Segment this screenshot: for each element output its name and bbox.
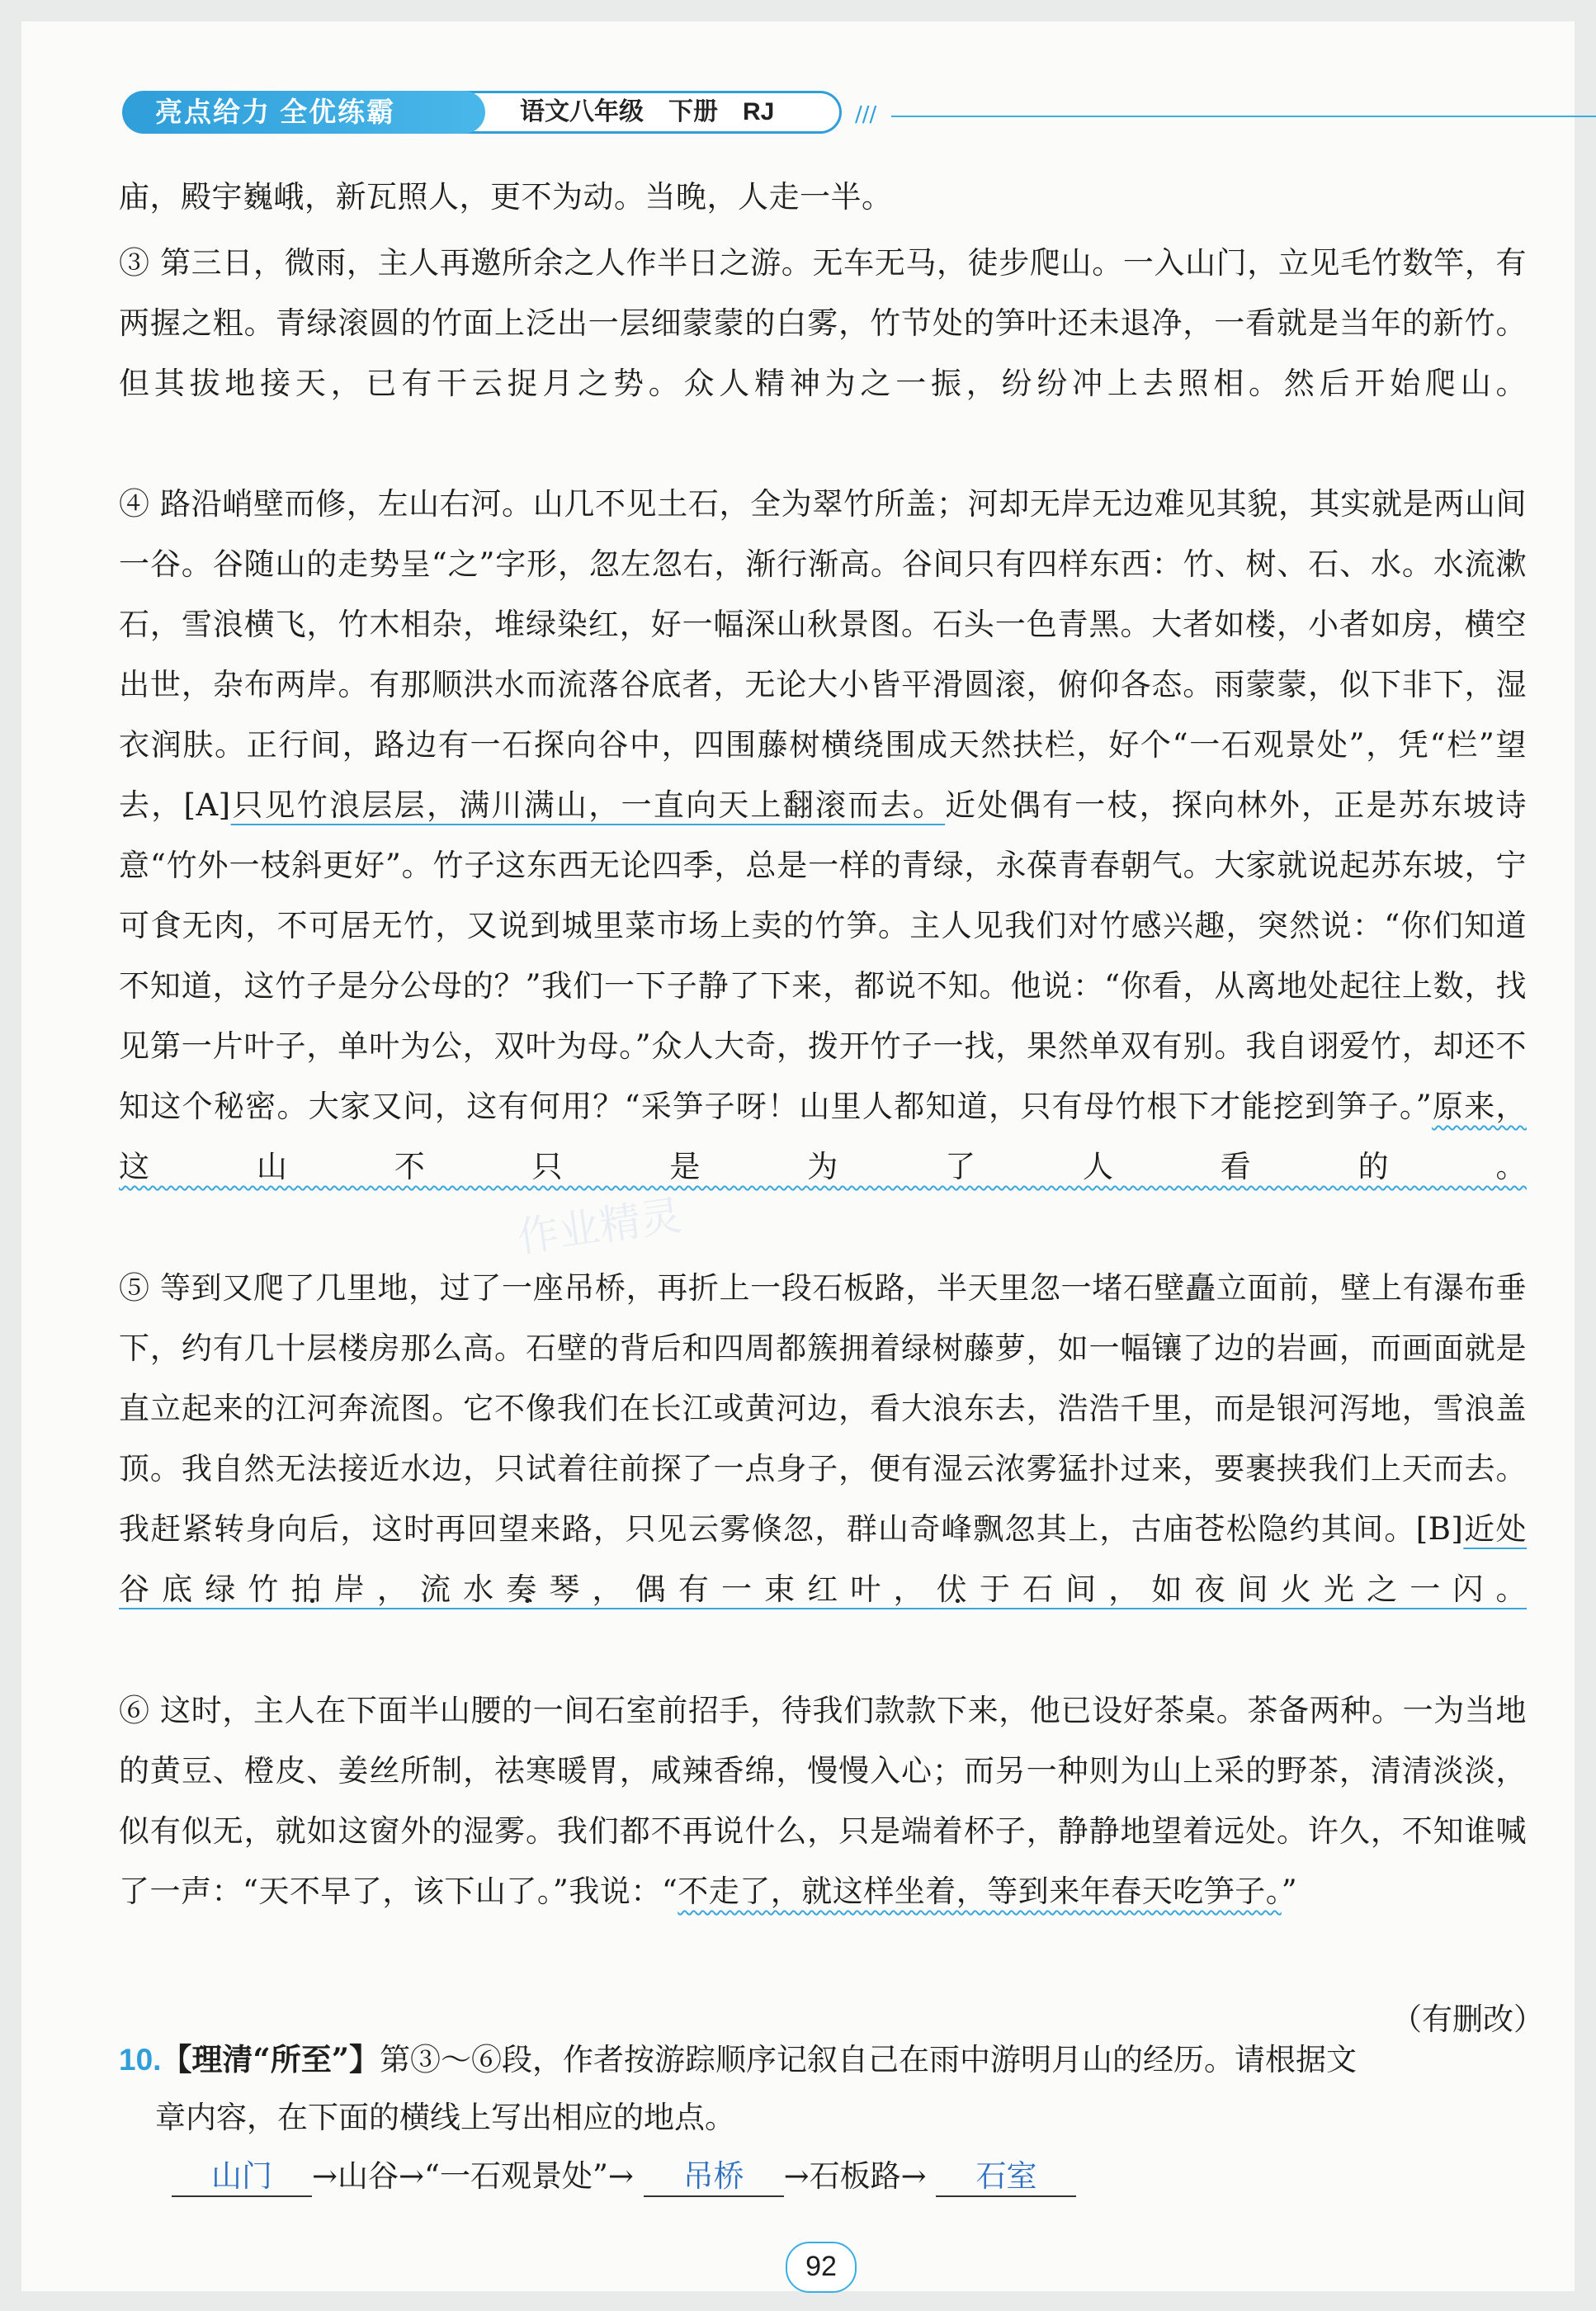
sentence-a-underline: 只见竹浪层层，满川满山，一直向天上翻滚而去。 xyxy=(230,787,946,823)
fixed-location-2: “一石观景处” xyxy=(424,2158,608,2194)
question-text-a: 第③～⑥段，作者按游踪顺序记叙自己在雨中游明月山的经历。请根据文 xyxy=(380,2042,1358,2077)
question-line-1 xyxy=(119,2030,1527,2089)
fixed-location-1: 山谷 xyxy=(338,2158,399,2194)
fixed-location-3: 石板路 xyxy=(809,2158,901,2194)
arrow-1: → xyxy=(312,2158,338,2194)
arrow-2: → xyxy=(399,2158,425,2194)
source-note: （有删改） xyxy=(1391,2001,1544,2037)
p4-text-a: ④ 路沿峭壁而修，左山右河。山几不见土石，全为翠竹所盖；河却无岸无边难见其貌，其实就是两山间一谷。谷随山的走势呈“之”字形，忽左忽右，渐行渐高。谷间只有四样东西：竹、树、石、水。水流漱石，雪浪横飞，竹木相杂，堆绿染红，好一幅深山秋景图。石头一色青黑。大者如楼，小者如房，横空出世，杂布两岸。有那顺洪水而流落谷底者，无论大小皆平滑圆滚，俯仰各态。雨蒙蒙，似下非下，湿衣润肤。正行间，路边有一石探向谷中，四围藤树横绕围成天然扶栏，好个“一石观景处”，凭“栏”望去，[A] xyxy=(119,486,1527,823)
p5-text-a: ⑤ 等到又爬了几里地，过了一座吊桥，再折上一段石板路，半天里忽一堵石壁矗立面前，壁上有瀑布垂下，约有几十层楼房那么高。石壁的背后和四周都簇拥着绿树藤萝，如一幅镶了边的岩画，而画面就是直立起来的江河奔流图。它不像我们在长江或黄河边，看大浪东去，浩浩千里，而是银河泻地，雪浪盖顶。我自然无法接近水边，只试着往前探了一点身子，便有湿云浓雾猛扑过来，要裹挟我们上天而去。我赶紧转身向后，这时再回望来路，只见云雾倏忽，群山奇峰飘忽其上，古庙苍松隐约其间。[B] xyxy=(119,1270,1527,1547)
p4-text-b: 近处偶有一枝，探向林外，正是苏东坡诗意“竹外一枝斜更好”。竹子这东西无论四季，总是一样的青绿，永葆青春朝气。大家就说起苏东坡，宁可食无肉，不可居无竹，又说到城里菜市场上卖的竹笋。主人见我们对竹感兴趣，突然说：“你们知道不知道，这竹子是分公母的？”我们一下子静了下来，都说不知。他说：“你看，从离地处起往上数，找见第一片叶子，单叶为公，双叶为母。”众人大奇，拨开竹子一找，果然单双有别。我自诩爱竹，却还不知这个秘密。大家又问，这有何用？“采笋子呀！山里人都知道，只有母竹根下才能挖到笋子。” xyxy=(119,787,1528,1124)
emphasis-dot-fu: 伏 xyxy=(936,1571,980,1607)
answer-3: 石室 xyxy=(975,2158,1037,2194)
subject-label: 语文八年级 下册 RJ xyxy=(462,91,842,134)
answer-2: 吊桥 xyxy=(682,2158,744,2194)
p6-end: ” xyxy=(1281,1874,1298,1909)
header-slashes: /// xyxy=(855,102,877,127)
passage-paragraph-5 xyxy=(119,1258,1527,1619)
question-tag: 【理清“所至”】 xyxy=(161,2041,380,2077)
header xyxy=(99,69,1535,135)
wavy-underline-1: 原来，这山不只是为了人看的。 xyxy=(119,1089,1527,1184)
arrow-5: → xyxy=(900,2158,927,2194)
p5-ul-2: 岸，流水 xyxy=(333,1571,507,1607)
answer-blank-1[interactable] xyxy=(172,2157,312,2197)
passage-paragraph-3 xyxy=(119,233,1527,414)
answer-1: 山门 xyxy=(211,2158,272,2194)
header-rule xyxy=(891,116,1596,117)
answer-row xyxy=(172,2151,1076,2209)
emphasis-dot-pai: 拍 xyxy=(290,1571,334,1607)
passage-paragraph-top: 庙，殿宇巍峨，新瓦照人，更不为动。当晚，人走一半。 xyxy=(119,179,893,215)
question-10 xyxy=(119,2030,1527,2147)
watermark: 作业精灵 xyxy=(514,1192,685,1261)
answer-blank-2[interactable] xyxy=(644,2157,784,2197)
wavy-underline-2: 不走了，就这样坐着，等到来年春天吃笋子。 xyxy=(678,1874,1282,1909)
page-number: 92 xyxy=(786,2242,857,2293)
p5-ul-4: 于石间，如夜间火光之一闪。 xyxy=(979,1571,1527,1607)
answer-blank-3[interactable] xyxy=(936,2157,1076,2197)
series-title: 亮点给力 全优练霸 xyxy=(122,91,485,134)
p5-ul-1: 近处谷底绿竹 xyxy=(119,1511,1527,1607)
passage-paragraph-6 xyxy=(119,1680,1527,1921)
question-number: 10. xyxy=(119,2043,162,2077)
page xyxy=(21,21,1575,2291)
p5-ul-3: 琴，偶有一束红叶， xyxy=(549,1571,937,1607)
question-line-2: 章内容，在下面的横线上写出相应的地点。 xyxy=(155,2100,735,2135)
passage-paragraph-4 xyxy=(119,474,1527,1197)
p3-text: ③ 第三日，微雨，主人再邀所余之人作半日之游。无车无马，徒步爬山。一入山门，立见毛竹数竿，有两握之粗。青绿滚圆的竹面上泛出一层细蒙蒙的白雾，竹节处的笋叶还未退净，一看就是当年的新竹。但其拔地接天，已有干云捉月之势。众人精神为之一振，纷纷冲上去照相。然后开始爬山。 xyxy=(119,245,1527,401)
emphasis-dot-zou: 奏 xyxy=(506,1571,550,1607)
arrow-3: → xyxy=(607,2158,634,2194)
arrow-4: → xyxy=(783,2158,810,2194)
p6-text-a: ⑥ 这时，主人在下面半山腰的一间石室前招手，待我们款款下来，他已设好茶桌。茶备两种。一为当地的黄豆、橙皮、姜丝所制，祛寒暖胃，咸辣香绵，慢慢入心；而另一种则为山上采的野茶，清清淡淡，似有似无，就如这窗外的湿雾。我们都不再说什么，只是端着杯子，静静地望着远处。许久，不知谁喊了一声：“天不早了，该下山了。”我说：“ xyxy=(119,1693,1527,1909)
